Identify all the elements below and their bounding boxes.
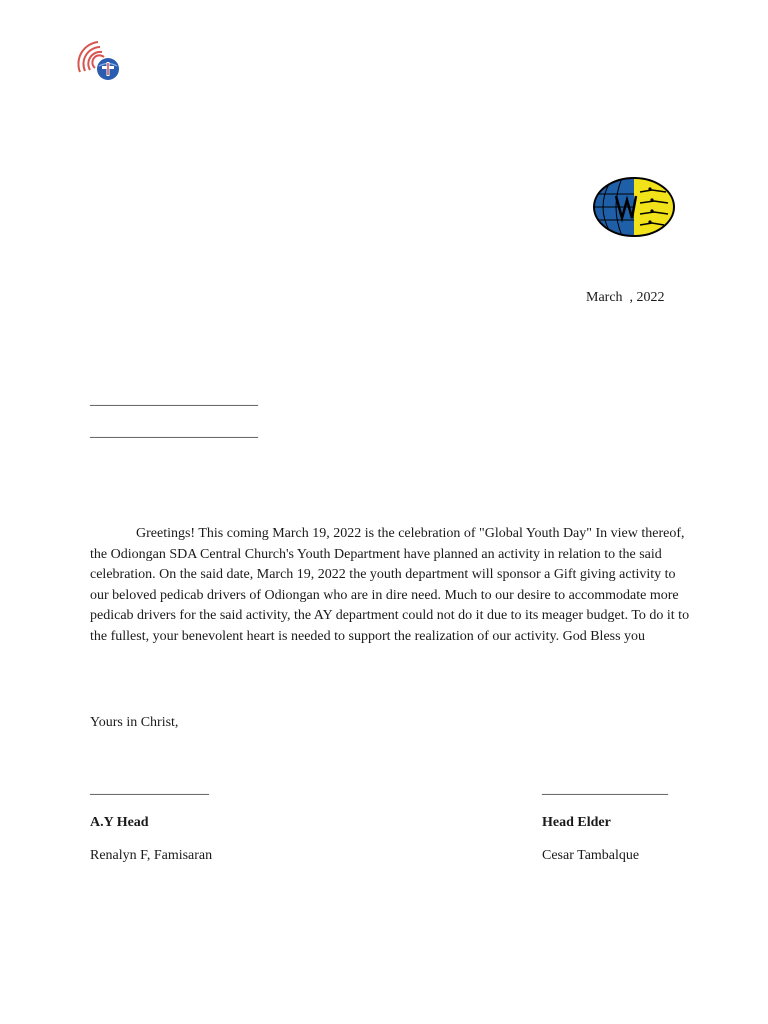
youth-logo-icon: [592, 176, 676, 238]
letter-body: Greetings! This coming March 19, 2022 is the celebration of "Global Youth Day" In view thereof, the Odiongan SDA Central Church's Youth Department have planned an activity in relation to the said celebration. On the said date, March 19, 2022 the youth department will sponsor a Gift giving activity to our beloved pedicab drivers of Odiongan who are in dire need. Much to our desire to accommodate more pedicab drivers for the said activity, the AY department could not do it due to its meager budget. To do it to the fullest, your benevolent heart is needed to support the realization of our activity. God Bless you: [90, 526, 690, 644]
signature-line-head-elder: __________________: [542, 782, 668, 797]
signatory-name-head-elder: Cesar Tambalque: [542, 848, 640, 863]
recipient-address-line: ________________________: [90, 425, 258, 440]
church-logo-icon: [76, 36, 124, 84]
signatory-name-ay-head: Renalyn F, Famisaran: [90, 848, 213, 863]
recipient-name-line: ________________________: [90, 393, 258, 408]
signatory-title-ay-head: A.Y Head: [90, 815, 149, 830]
signatory-title-head-elder: Head Elder: [542, 815, 611, 830]
letter-date: March , 2022: [586, 290, 665, 305]
letter-closing: Yours in Christ,: [90, 715, 179, 730]
signature-line-ay-head: _________________: [90, 782, 209, 797]
